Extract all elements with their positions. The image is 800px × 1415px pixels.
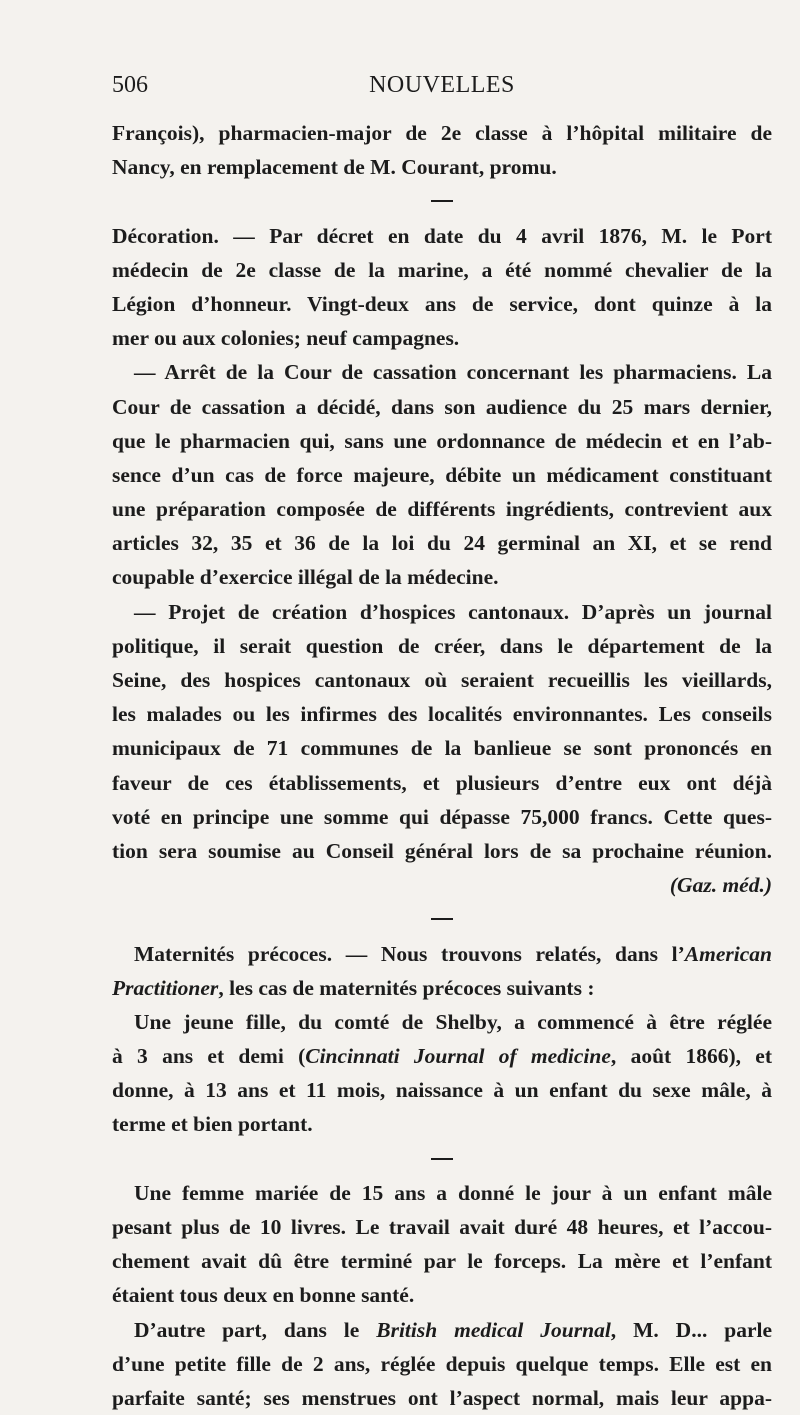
text-line: D’autre part, dans le British medical Journal, M. D... parle <box>134 1317 772 1342</box>
section-divider <box>112 902 772 936</box>
text-line: Cour de cassation a décidé, dans son audience du 25 mars dernier, <box>112 394 772 419</box>
text-line: une préparation composée de différents ingrédients, contrevient aux <box>112 497 772 522</box>
text-line: mer ou aux colonies; neuf campagnes. <box>112 326 460 351</box>
text-line: Nancy, en remplacement de M. Courant, promu. <box>112 155 557 180</box>
text-line: médecin de 2e classe de la marine, a été nommé chevalier de la <box>112 257 772 282</box>
text-line: parfaite santé; ses menstrues ont l’aspect normal, mais leur appa- <box>112 1385 772 1410</box>
text-line: étaient tous deux en bonne santé. <box>112 1283 415 1308</box>
section-divider <box>112 184 772 218</box>
text-line: terme et bien portant. <box>112 1112 313 1137</box>
text-line: Décoration. — Par décret en date du 4 avril 1876, M. le Port <box>112 223 772 248</box>
text-line: que le pharmacien qui, sans une ordonnance de médecin et en l’ab- <box>112 428 772 453</box>
text-line: à 3 ans et demi (Cincinnati Journal of medicine, août 1866), et <box>112 1044 772 1069</box>
section-divider <box>112 1142 772 1176</box>
text-line: donne, à 13 ans et 11 mois, naissance à un enfant du sexe mâle, à <box>112 1078 772 1103</box>
text-line: pesant plus de 10 livres. Le travail avait duré 48 heures, et l’accou- <box>112 1215 772 1239</box>
text-line: — Arrêt de la Cour de cassation concernant les pharmaciens. La <box>134 360 772 385</box>
text-line: sence d’un cas de force majeure, débite un médicament constituant <box>112 462 772 487</box>
text-line: Légion d’honneur. Vingt-deux ans de service, dont quinze à la <box>112 291 772 316</box>
text-line: tion sera soumise au Conseil général lors de sa prochaine réunion. <box>112 838 772 863</box>
text-line: d’une petite fille de 2 ans, réglée depuis quelque temps. Elle est en <box>112 1351 772 1376</box>
text-line: Une femme mariée de 15 ans a donné le jour à un enfant mâle <box>134 1180 772 1205</box>
text-line: Seine, des hospices cantonaux où seraient recueillis les vieillards, <box>112 668 772 692</box>
text-line: municipaux de 71 communes de la banlieue se sont prononcés en <box>112 736 772 761</box>
text-line: chement avait dû être terminé par le forceps. La mère et l’enfant <box>112 1249 772 1274</box>
text-line: articles 32, 35 et 36 de la loi du 24 germinal an XI, et se rend <box>112 531 772 556</box>
source-citation: (Gaz. méd.) <box>669 873 772 898</box>
text-line: — Projet de création d’hospices cantonaux. D’après un journal <box>134 599 772 624</box>
text-line: François), pharmacien-major de 2e classe à l’hôpital militaire de <box>112 121 772 145</box>
text-line: Maternités précoces. — Nous trouvons relatés, dans l’American <box>134 941 772 966</box>
text-line: les malades ou les infirmes des localités environnantes. Les conseils <box>112 702 772 727</box>
text-line: politique, il serait question de créer, dans le département de la <box>112 633 772 658</box>
running-title: NOUVELLES <box>369 72 515 98</box>
text-line: Une jeune fille, du comté de Shelby, a commencé à être réglée <box>134 1009 772 1034</box>
text-line: faveur de ces établissements, et plusieurs d’entre eux ont déjà <box>112 770 772 795</box>
text-line: Practitioner, les cas de maternités précoces suivants : <box>112 975 595 1000</box>
article-body <box>112 116 772 1415</box>
text-line: voté en principe une somme qui dépasse 75,000 francs. Cette ques- <box>112 804 772 829</box>
text-line: coupable d’exercice illégal de la médecine. <box>112 565 499 590</box>
page-header <box>112 72 772 108</box>
page-number: 506 <box>112 72 148 98</box>
